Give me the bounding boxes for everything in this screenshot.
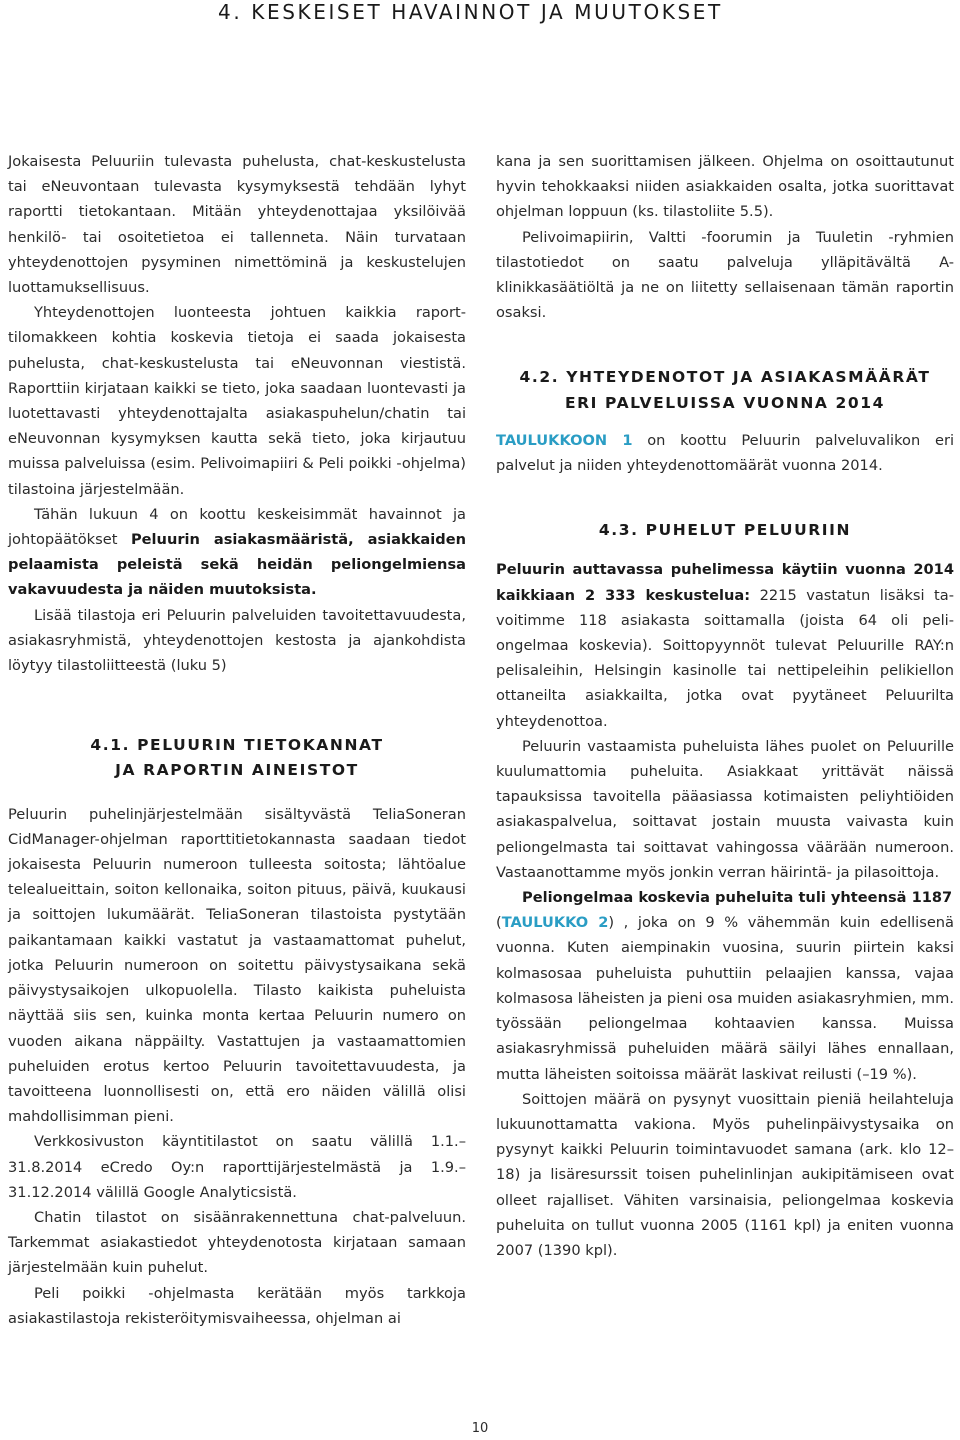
summary-bold-text: Peluurin asiakasmääristä, asiakkaiden pelaamista peleistä sekä heidän peliongelmiensa vakavuudesta ja näiden muutoksista. (8, 531, 466, 599)
paragraph-contact-nature: Yhteydenottojen luonteesta johtuen kaikkia raporttilomakkeen kohtia koskevia tietoja ei saada jokaisesta puhelusta, chat-keskustelusta tai eNeuvonnan viestistä. Raporttiin kirjataan kaikki se tieto, joka saadaan luontevasti ja luotettavasti yhteydenottajalta asiakaspuhelun/chatin tai eNeuvonnan kysymyksen kautta sekä tieto, joka kirjautuu muissa palveluissa (esim. Pelivoimapiiri & Peli poikki -ohjelma) tilastoina järjestelmään. (8, 304, 466, 498)
gambling-calls-bold: Peliongelmaa koskevia puheluita tuli yhteensä 1187 (522, 889, 953, 907)
section-heading-4-1 (8, 733, 466, 783)
calls-2014-text: 2215 vastatun lisäksi tavoitimme 118 asiakasta soittamalla (joista 64 oli peliongelmaa koskevia). Soittopyynnöt tulevat Peluurille RAY:n pelisaleihin, Helsingin kasinolle tai nettipeleihin pelikiellon ottaneilta asiakkailta, jotka ovat pyytäneet Peluurilta yhteydenottoa. (496, 586, 954, 730)
paragraph-intro: Jokaisesta Peluuriin tulevasta puhelusta, chat-keskustelusta tai eNeuvontaan tulevasta kysymyksestä tehdään lyhyt raportti tietokantaan. Mitään yhteydenottajaa yksilöivää henkilö- tai osoitetietoa ei tallenneta. Näin turvataan yhteydenottojen pysyminen nimettöminä ja keskustelujen luottamuksellisuus. (8, 153, 466, 297)
chapter-title: 4. KESKEISET HAVAINNOT JA MUUTOKSET (218, 0, 723, 24)
section-heading-4-2-line2: ERI PALVELUISSA VUONNA 2014 (564, 393, 886, 412)
paragraph-chapter-summary (8, 502, 466, 603)
table-1-link[interactable]: TAULUKKOON 1 (496, 431, 633, 449)
paragraph-call-volume: Soittojen määrä on pysynyt vuosittain pieniä heilahteluja lukuunottamatta vakiona. Myös puhelinpäivystysaika on pysynyt kaikki Peluurin toimintavuodet samana (ark. klo 12–18) ja lisäresurssit toisen puhelinlinjan aukipitämiseen ovat olleet rajalliset. Vähiten varsinaisia, peliongelmaa koskevia puheluita on tullut vuonna 2005 (1161 kpl) ja eniten vuonna 2007 (1390 kpl). (496, 1090, 954, 1259)
paragraph-gambling-calls (496, 885, 954, 1087)
section-heading-4-3: 4.3. PUHELUT PELUURIIN (598, 521, 852, 540)
table-2-link[interactable]: TAULUKKO 2 (501, 914, 609, 932)
paragraph-peli-poikki: Peli poikki -ohjelmasta kerätään myös tarkkoja asiakastilastoja rekisteröitymisvaiheessa, ohjelman ai (8, 1284, 466, 1327)
paragraph-table-1-ref (496, 428, 954, 478)
paragraph-chat-stats: Chatin tilastot on sisäänrakennettuna chat-palveluun. Tarkemmat asiakastiedot yhteydenotosta kirjataan samaan järjestelmään kuin puhelut. (8, 1208, 466, 1277)
paragraph-pelivoimapiiri: Pelivoimapiirin, Valtti -foorumin ja Tuuletin -ryhmien tilastotiedot on saatu palveluja ylläpitävältä A-klinikkasäätiöltä ja ne on liitetty sellaisenaan tämän raportin osaksi. (496, 228, 954, 322)
section-heading-4-2 (496, 365, 954, 415)
gambling-calls-text: ) , joka on 9 % vähemmän kuin edellisenä vuonna. Kuten aiempinakin vuosina, suurin piirtein kaksi kolmasosaa puheluista puhuttiin pelaajien kanssa, vajaa kolmasosa läheisten ja pieni osa muiden asiakasryhmien, mm. työssään peliongelmaa kohtaavien kanssa. Muissa asiakasryhmissä puheluiden määrä säilyi lähes ennallaan, mutta läheisten soitoissa määrät laskivat reilusti (–19 %). (496, 914, 955, 1083)
section-heading-4-1-line2: JA RAPORTIN AINEISTOT (115, 761, 359, 780)
summary-text: Tähän lukuun 4 on koottu keskeisimmät havainnot ja johtopäätökset (8, 505, 466, 549)
paragraph-more-statistics: Lisää tilastoja eri Peluurin palveluiden tavoitettavuudesta, asiakasryhmistä, yhteydenottojen kestosta ja ajankohdista löytyy tilastoliitteestä (luku 5) (8, 606, 466, 675)
section-heading-4-1-line1: 4.1. PELUURIN TIETOKANNAT (90, 736, 384, 755)
paragraph-program-continued: kana ja sen suorittamisen jälkeen. Ohjelma on osoittautunut hyvin tehokkaaksi niiden asiakkaiden osalta, jotka suorittavat ohjelman loppuun (ks. tilastoliite 5.5). (496, 153, 954, 221)
paragraph-calls-2014 (496, 557, 954, 733)
left-column (8, 149, 466, 1331)
gambling-calls-paren: ( (496, 914, 502, 932)
paragraph-unrelated-calls: Peluurin vastaamista puheluista lähes puolet on Peluurille kuulumattomia puheluita. Asiakkaat yrittävät näissä tapauksissa tavoitella pääasiassa kotimaisten peliyhtiöiden asiakaspalvelua, soittavat jostain muusta vaivasta kuin peliongelmasta tai soittavat vahingossa väärään numeroon. Vastaanottamme myös jonkin verran häirintä- ja pilasoittoja. (496, 737, 954, 881)
calls-2014-bold: Peluurin auttavassa puhelimessa käytiin vuonna 2014 kaikkiaan 2 333 keskustelua: (496, 561, 954, 604)
right-column (496, 149, 954, 1263)
paragraph-phone-system: Peluurin puhelinjärjestelmään sisältyvästä TeliaSoneran CidManager-ohjelman raporttitietokannasta saadaan tiedot jokaisesta Peluurin numeroon tulleesta soitosta; lähtöalue telealueittain, soiton kellonaika, soiton pituus, päivä, kuukausi ja soittojen lukumäärät. TeliaSoneran tilastoista pystytään paikantamaan kaikki vastatut ja vastaamattomat puhelut, jotka Peluurin numeroon on soitettu päivystysaikana sekä päivystysaikojen ulkopuolella. Tilasto kaikista puheluista näyttää siis sen, kuinka monta kertaa Peluurin numero on vuoden aikana näppäilty. Vastattujen ja vastaamattomien puheluiden erotus kertoo Peluurin tavoitettavuudesta, ja tavoitteena luonnollisesti on, että ero näiden välillä olisi mahdollisimman pieni. (8, 805, 466, 1126)
paragraph-website-stats: Verkkosivuston käyntitilastot on saatu välillä 1.1.–31.8.2014 eCredo Oy:n raporttijärjestelmästä ja 1.9.–31.12.2014 välillä Google Analyticsistä. (8, 1133, 466, 1201)
section-heading-4-2-line1: 4.2. YHTEYDENOTOT JA ASIAKASMÄÄRÄT (519, 368, 931, 387)
header-band (0, 0, 960, 32)
table-1-text: on koottu Peluurin palveluvalikon eri palvelut ja niiden yhteydenottomäärät vuonna 2014. (496, 431, 954, 475)
page-number: 10 (471, 1421, 489, 1436)
